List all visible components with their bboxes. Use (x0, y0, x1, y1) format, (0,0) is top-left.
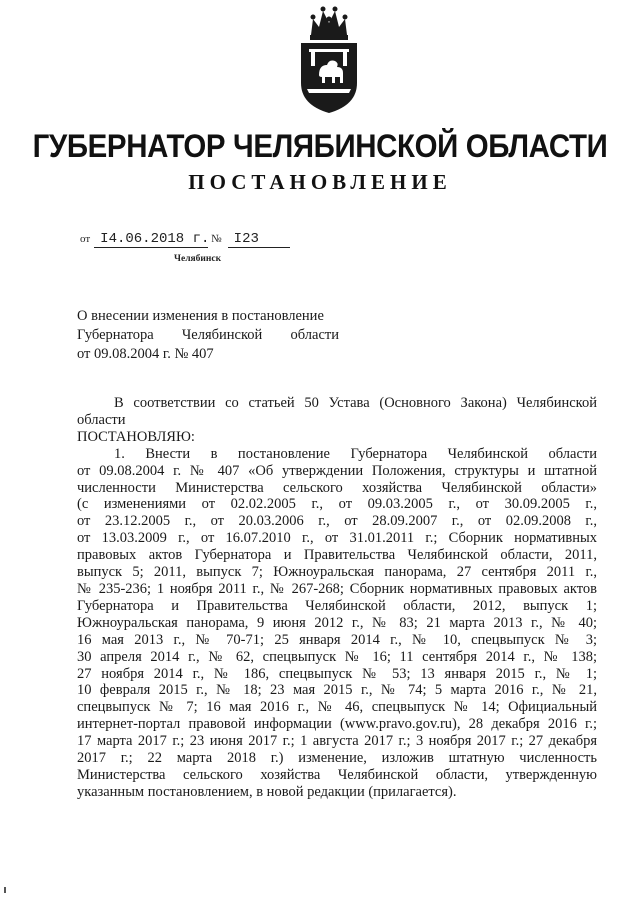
body-line: от 09.08.2004 г. № 407 «Об утверждении Положения, структуры и штатной (77, 462, 597, 479)
body-line: 1. Внести в постановление Губернатора Челябинской области (114, 445, 597, 462)
body-line: выпуск 5; 2011, выпуск 7; Южноуральская панорама, 27 сентября 2011 г., (77, 564, 597, 581)
number-label: № (211, 233, 222, 245)
scan-margin-mark (4, 887, 6, 893)
body-line: (с изменениями от 02.02.2005 г., от 09.03.2005 г., от 30.09.2005 г., (77, 496, 597, 513)
body-line: интернет-портал правовой информации (www.pravo.gov.ru), 28 декабря 2016 г.; (77, 716, 597, 733)
subject-line: О внесении изменения в постановление (77, 308, 324, 324)
document-subject (77, 307, 339, 364)
body-line: Губернатора и Правительства Челябинской области, 2012, выпуск 1; (77, 597, 597, 614)
subject-line: Губернатора Челябинской области (77, 327, 339, 343)
subject-line: от 09.08.2004 г. № 407 (77, 346, 214, 362)
document-meta (80, 232, 290, 248)
body-line: Министерства сельского хозяйства Челябинской области, утвержденную (77, 766, 597, 783)
body-line: численности Министерства сельского хозяйства Челябинской области» (77, 479, 597, 496)
body-line: от 23.12.2005 г., от 20.03.2006 г., от 28.09.2007 г., от 02.09.2008 г., (77, 513, 597, 530)
resolution-heading: ПОСТАНОВЛЯЮ: (77, 428, 195, 445)
coat-of-arms-icon (289, 5, 369, 115)
body-line: 2017 г.; 22 марта 2018 г.) изменение, изложив штатную численность (77, 750, 597, 767)
city-name: Челябинск (174, 254, 222, 264)
body-line: Южноуральская панорама, 9 июня 2012 г., № 83; 21 марта 2013 г., № 40; (77, 614, 597, 631)
document-body (77, 395, 597, 801)
body-line: 10 февраля 2015 г., № 18; 23 мая 2015 г., № 74; 5 марта 2016 г., № 21, (77, 682, 597, 699)
body-line: № 235-236; 1 ноября 2011 г., № 267-268; Сборник нормативных правовых актов (77, 580, 597, 597)
issuing-authority: ГУБЕРНАТОР ЧЕЛЯБИНСКОЙ ОБЛАСТИ (32, 128, 608, 164)
body-line: 27 ноября 2014 г., № 186, спецвыпуск № 53; 13 января 2015 г., № 1; (77, 665, 597, 682)
body-line: от 13.03.2009 г., от 16.07.2010 г., от 31.01.2011 г.; Сборник нормативных (77, 530, 597, 547)
body-line: 30 апреля 2014 г., № 62, спецвыпуск № 16; 11 сентября 2014 г., № 138; (77, 648, 597, 665)
date-label: от (80, 233, 91, 245)
body-line: 16 мая 2013 г., № 70-71; 25 января 2014 г., № 10, спецвыпуск № 3; (77, 631, 597, 648)
document-number: I23 (228, 232, 290, 248)
body-line: указанным постановлением, в новой редакции (прилагается). (77, 783, 457, 800)
body-line: области (77, 411, 126, 428)
body-line: 17 марта 2017 г.; 23 июня 2017 г.; 1 августа 2017 г.; 3 ноября 2017 г.; 27 декабря (77, 733, 597, 750)
document-type: ПОСТАНОВЛЕНИЕ (188, 170, 452, 194)
body-line: спецвыпуск № 7; 16 мая 2016 г., № 46, спецвыпуск № 14; Официальный (77, 699, 597, 716)
document-date: I4.06.2018 г. (94, 232, 208, 248)
body-line: правовых актов Губернатора и Правительства Челябинской области, 2011, (77, 547, 597, 564)
body-line: В соответствии со статьей 50 Устава (Основного Закона) Челябинской (114, 395, 597, 411)
